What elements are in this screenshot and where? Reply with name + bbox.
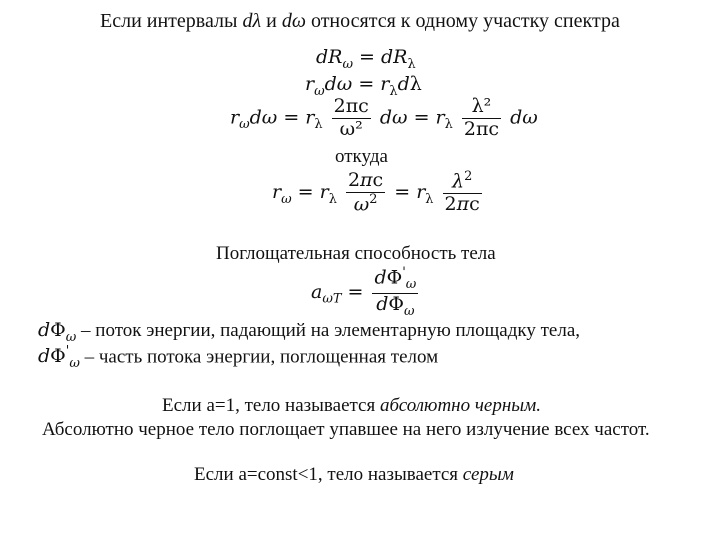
equation-4: $r_\omega = r_\lambda$ $\frac{2\pi c}{\omega^2}$ = $r_\lambda$ $\frac{\lambda^2}{2\pi c}$ (272, 169, 480, 216)
eq4-fraction-2: $\frac{\lambda^2}{2\pi c}$ (444, 169, 480, 216)
equation-2: $r_\omega d\omega = r_\lambda d\lambda$ (305, 73, 422, 99)
intro-text: Если интервалы (100, 10, 243, 32)
eq3-frac1-denominator: ω² (339, 117, 363, 140)
blackbody-prefix: Если a=1, тело называется (162, 395, 380, 416)
intro-text-after: относятся к одному участку спектра (305, 10, 620, 32)
eq4-fraction-1: $\frac{2\pi c}{\omega^2}$ (347, 169, 384, 216)
equation-1: $dR_\omega = dR_\lambda$ (316, 46, 416, 72)
whence-label: откуда (335, 146, 388, 167)
absorption-heading: Поглощательная способность тела (216, 243, 496, 264)
absorption-formula: $a_{\omega T}$ = $\frac{d\Phi'_\omega}{d\Phi_\omega}$ (311, 265, 417, 319)
eq3-frac1-numerator: 2πc (333, 95, 369, 117)
definition-absorbed-flux: $d\Phi'_\omega$ – часть потока энергии, поглощенная телом (38, 344, 439, 372)
d-omega: dω (281, 10, 306, 32)
eq3-fraction-1 (332, 96, 371, 141)
blackbody-term: абсолютно черным. (379, 395, 542, 416)
equation-3: $r_\omega d\omega = r_\lambda$ $\frac{2\pi c}{\text{ω²}}$ $d\omega = r_\lambda$ $\frac{\text{λ²}}{2\pi c}$ dω (230, 95, 538, 140)
eq3-fraction-2 (462, 96, 501, 141)
grey-body-line (194, 464, 514, 486)
eq3-frac2-denominator: 2πc (463, 117, 500, 140)
intro-and: и (261, 10, 282, 32)
blackbody-line-1 (162, 395, 541, 417)
d-lambda: dλ (242, 10, 262, 32)
intro-line (100, 10, 620, 33)
blackbody-line-2: Абсолютно черное тело поглощает упавшее на него излучение всех частот. (42, 419, 650, 440)
def2-text: – часть потока энергии, поглощенная телом (79, 346, 439, 368)
grey-term: серым (462, 464, 514, 485)
def1-text: – поток энергии, падающий на элементарную площадку тела, (76, 320, 581, 341)
grey-prefix: Если a=const<1, тело называется (194, 464, 463, 485)
eq3-frac2-numerator: λ² (462, 96, 501, 119)
definition-incident-flux: $d\Phi_\omega$ – поток энергии, падающий на элементарную площадку тела, (38, 319, 581, 345)
absorption-fraction: $\frac{d\Phi'_\omega}{d\Phi_\omega}$ (374, 265, 417, 319)
